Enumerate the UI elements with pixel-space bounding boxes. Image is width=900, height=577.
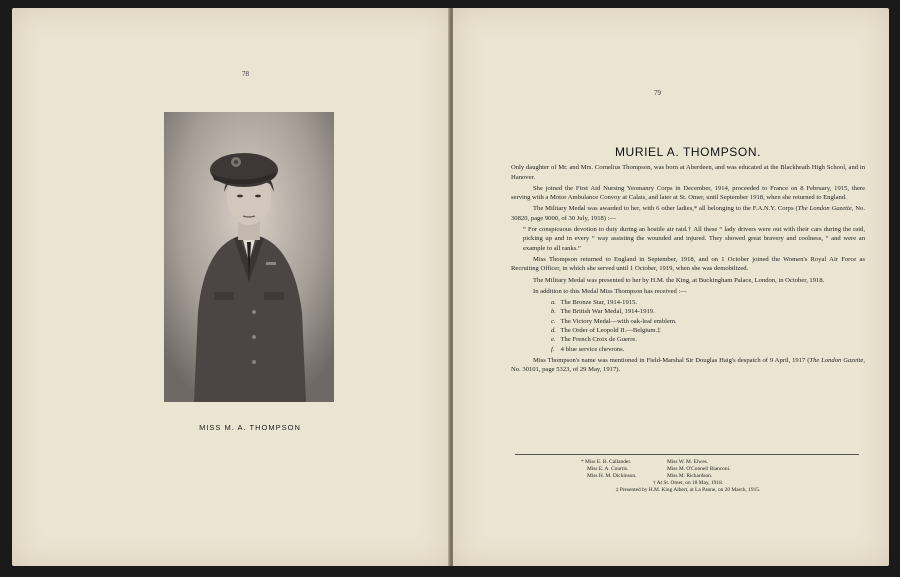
award-item	[511, 326, 865, 335]
award-item	[511, 335, 865, 344]
award-letter: d.	[551, 327, 556, 335]
paragraph-presentation: The Military Medal was presented to her by H.M. the King, at Buckingham Palace, London, in October, 1918.	[533, 276, 825, 284]
footnote-name: Miss M. Richardson.	[667, 473, 713, 479]
award-text: The Bronze Star, 1914-1915.	[560, 299, 637, 307]
award-text: The Victory Medal—with oak-leaf emblem.	[560, 317, 677, 325]
page-title: MURIEL A. THOMPSON.	[614, 145, 762, 159]
page-number-left: 78	[242, 70, 249, 78]
portrait-illustration	[164, 112, 334, 402]
footnote-name: Miss W. M. Elwes.	[667, 459, 709, 465]
portrait-photo	[164, 112, 334, 402]
award-letter: c.	[551, 317, 556, 325]
award-text: The British War Medal, 1914-1919.	[560, 308, 655, 316]
footnote-name: Miss H. M. Dickinson.	[587, 473, 637, 479]
award-item	[511, 298, 865, 307]
photo-caption: MISS M. A. THOMPSON	[199, 423, 301, 432]
medal-award-text-a: The Military Medal was awarded to her, with 6 other ladies,* all belonging to the F.A.N.Y. Corps (	[533, 205, 798, 213]
awards-list	[511, 298, 865, 354]
gazette-title-2: The London Gazette	[809, 356, 864, 364]
left-page	[12, 8, 450, 566]
award-item	[511, 307, 865, 316]
footnote-name: * Miss E. B. Callander.	[581, 459, 632, 465]
footnote-dagger: † At St. Omer, on 18 May, 1918.	[652, 480, 724, 486]
despatch-text-b: , No. 30101, page 5323, of 29 May, 1917).	[511, 356, 866, 374]
paragraph-medal-award	[511, 204, 865, 223]
award-letter: b.	[551, 308, 556, 316]
footnote-double-dagger: ‡ Presented by H.M. King Albert, at La Panne, on 20 March, 1915.	[615, 487, 761, 493]
medal-award-text-b: , No. 30820, page 9000, of 30 July, 1918) :—	[511, 205, 865, 222]
award-item	[511, 317, 865, 326]
biography-text	[511, 145, 866, 377]
paragraph-intro: Only daughter of Mr. and Mrs. Cornelius Thompson, was born at Aberdeen, and was educated at the Blackheath High School, and in Hanover.	[511, 164, 865, 181]
citation-quote: “ For conspicuous devotion to duty during an hostile air raid.† All these “ lady drivers were out with their cars during the raid, picking up and in every “ way assisting the wounded and injured. They showed great bravery and coolness, “ and were an example to all ranks.”	[523, 226, 865, 252]
award-letter: f.	[551, 345, 555, 353]
award-text: 4 blue service chevrons.	[560, 345, 625, 353]
despatch-text-a: Miss Thompson's name was mentioned in Field-Marshal Sir Douglas Haig's despatch of 9 April, 1917 (	[533, 356, 810, 364]
paragraph-service: She joined the First Aid Nursing Yeomanry Corps in December, 1914, proceeded to France on 8 February, 1915, there serving with a Motor Ambulance Convoy at Calais, and later at St. Omer, until September 1918, when she returned to England.	[511, 184, 865, 202]
footnote-name: Miss E. A. Courtis.	[587, 466, 629, 472]
footnote-rule	[515, 454, 859, 455]
award-letter: a.	[551, 299, 556, 307]
award-item	[511, 345, 865, 354]
footnotes	[511, 459, 865, 494]
award-text: The French Croix de Guerre.	[560, 336, 637, 344]
page-number-right: 79	[654, 89, 661, 97]
footnote-names	[581, 459, 865, 480]
gazette-title-1: The London Gazette	[797, 205, 852, 213]
award-letter: e.	[551, 336, 556, 344]
paragraph-awards-intro: In addition to this Medal Miss Thompson has received :—	[533, 287, 687, 295]
footnote-name: Miss M. O'Connell Bianconi.	[667, 466, 731, 472]
paragraph-raf: Miss Thompson returned to England in September, 1918, and on 1 October joined the Women's Royal Air Force as Recruiting Officer, in which she served until 1 October, 1919, when she was demobilized.	[511, 255, 865, 273]
award-text: The Order of Leopold II.—Belgium.‡	[560, 327, 661, 335]
right-page	[453, 8, 889, 566]
paragraph-despatch	[511, 356, 865, 375]
